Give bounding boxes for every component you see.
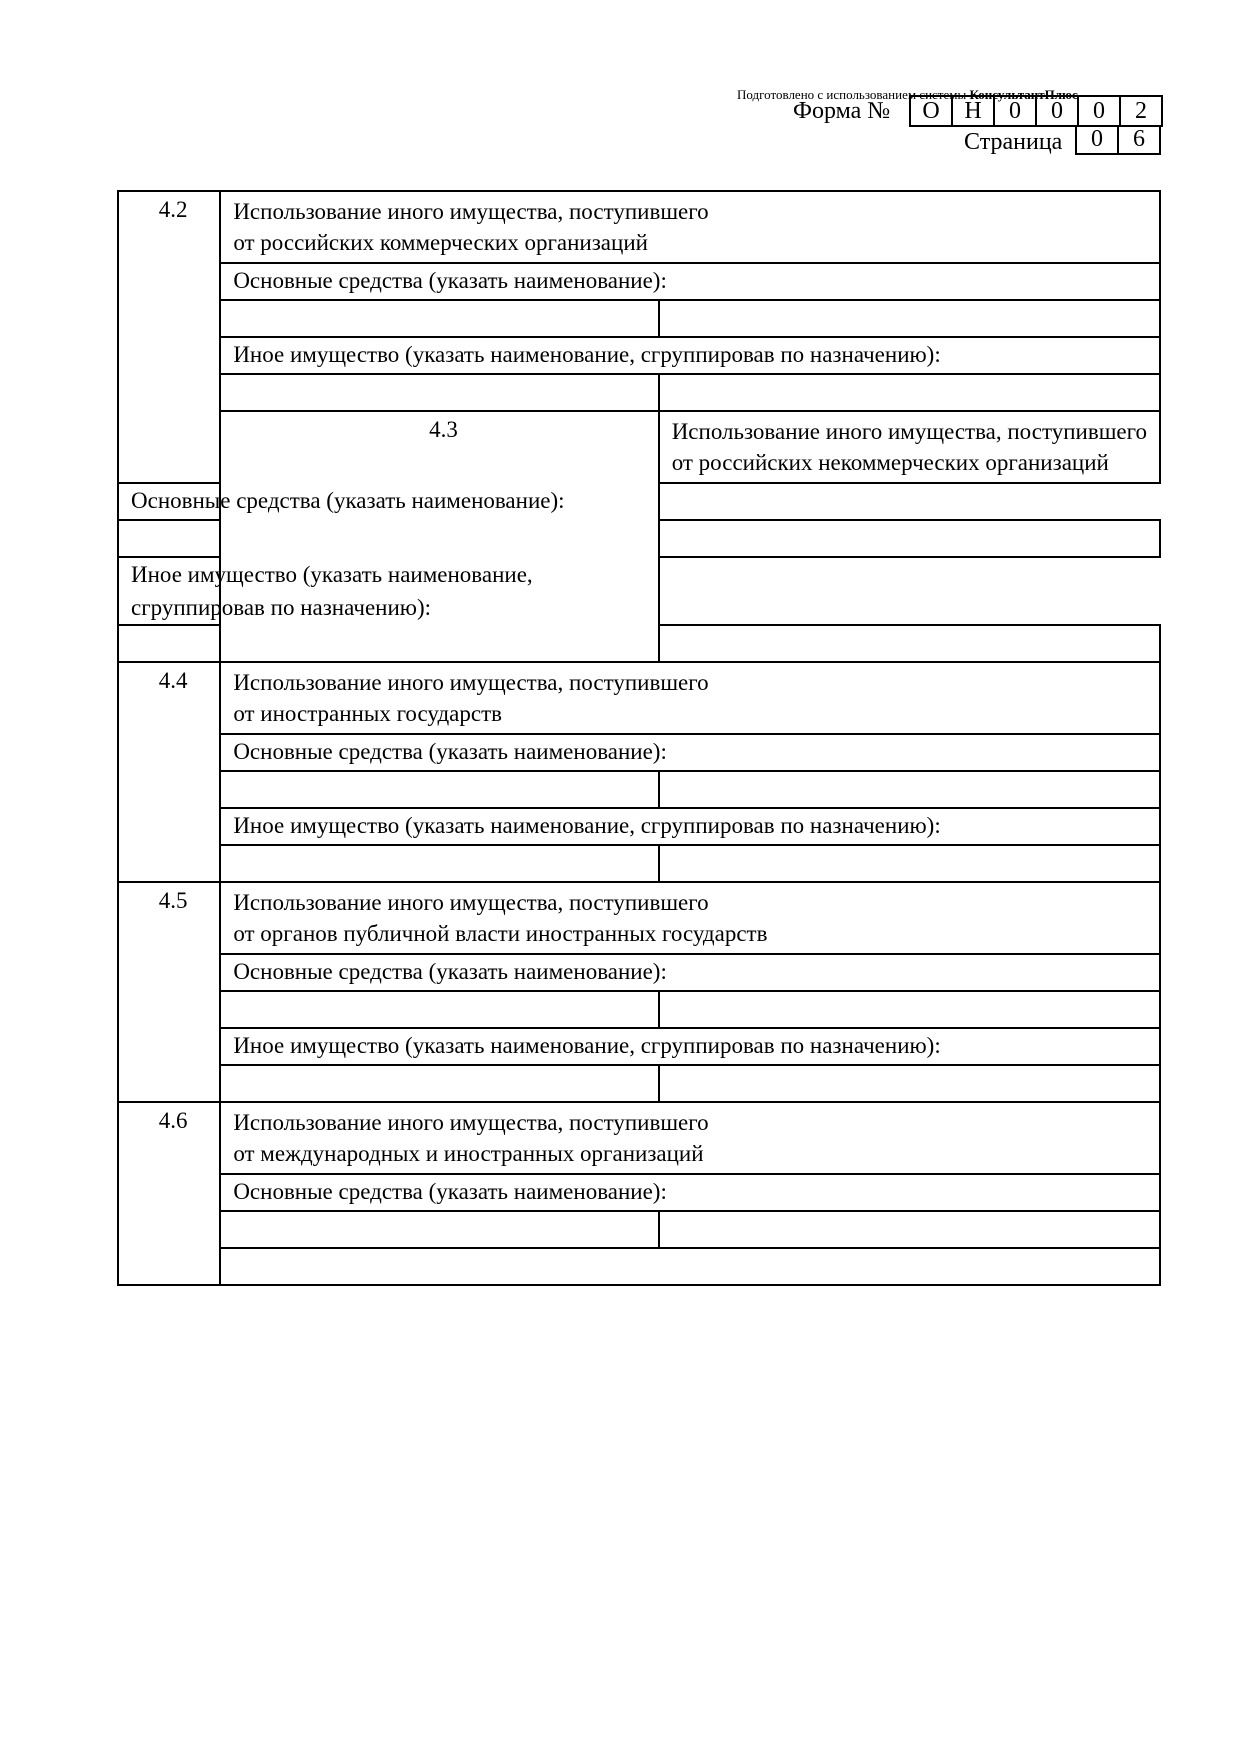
fixed-assets-label: Основные средства (указать наименование): (118, 483, 659, 520)
page-number-cell: 6 (1119, 125, 1161, 155)
fixed-assets-extra-field[interactable] (220, 1248, 1160, 1285)
section-title-line1: Использование иного имущества, поступившего (233, 670, 709, 695)
fixed-assets-value-field[interactable] (659, 1211, 1160, 1248)
section-title-line1: Использование иного имущества, поступившего (671, 419, 1147, 444)
section-number: 4.3 (220, 411, 658, 662)
fixed-assets-label: Основные средства (указать наименование): (220, 734, 1160, 771)
form-number-cell: 0 (1037, 97, 1079, 127)
page-number-cells (1075, 125, 1161, 155)
fixed-assets-label: Основные средства (указать наименование): (220, 1174, 1160, 1211)
section-title-line1: Использование иного имущества, поступившего (233, 199, 709, 224)
section-number: 4.6 (118, 1102, 220, 1285)
form-number-cells (909, 95, 1163, 127)
other-property-value-field[interactable] (659, 374, 1160, 411)
form-number-label: Форма № (793, 98, 891, 124)
other-property-label: Иное имущество (указать наименование, сгруппировав по назначению): (118, 557, 659, 625)
section-number: 4.2 (118, 191, 220, 483)
section-title-line2: от российских некоммерческих организаций (671, 450, 1109, 475)
form-number-cell: О (911, 97, 953, 127)
other-property-name-field[interactable] (220, 1065, 658, 1102)
section-title-line2: от иностранных государств (233, 701, 502, 726)
form-number-cell: Н (953, 97, 995, 127)
other-property-label: Иное имущество (указать наименование, сгруппировав по назначению): (220, 1028, 1160, 1065)
section-title (220, 191, 1160, 263)
section-title-row (118, 1102, 1160, 1174)
fixed-assets-label: Основные средства (указать наименование): (220, 954, 1160, 991)
fixed-assets-name-field[interactable] (220, 771, 658, 808)
section-title-line1: Использование иного имущества, поступившего (233, 1110, 709, 1135)
section-title (220, 882, 1160, 954)
section-title-row (118, 662, 1160, 734)
section-title-line2: от органов публичной власти иностранных государств (233, 921, 768, 946)
other-property-value-field[interactable] (659, 845, 1160, 882)
fixed-assets-value-field[interactable] (659, 991, 1160, 1028)
section-title (220, 662, 1160, 734)
section-number: 4.4 (118, 662, 220, 882)
section-title-line1: Использование иного имущества, поступившего (233, 890, 709, 915)
fixed-assets-value-field[interactable] (659, 520, 1160, 557)
watermark-brand: КонсультантПлюс (969, 87, 1078, 102)
other-property-name-field[interactable] (118, 625, 220, 662)
section-title (220, 1102, 1160, 1174)
property-usage-table (117, 190, 1161, 1286)
fixed-assets-name-field[interactable] (118, 520, 220, 557)
fixed-assets-label: Основные средства (указать наименование): (220, 263, 1160, 300)
fixed-assets-name-field[interactable] (220, 300, 658, 337)
form-number-cell: 0 (995, 97, 1037, 127)
section-title-line2: от российских коммерческих организаций (233, 230, 648, 255)
other-property-name-field[interactable] (220, 845, 658, 882)
fixed-assets-name-field[interactable] (220, 1211, 658, 1248)
section-title-line2: от международных и иностранных организаций (233, 1141, 704, 1166)
section-title-row (118, 411, 1160, 483)
fixed-assets-value-field[interactable] (659, 771, 1160, 808)
fixed-assets-value-field[interactable] (659, 300, 1160, 337)
form-number-cell: 0 (1079, 97, 1121, 127)
other-property-label: Иное имущество (указать наименование, сгруппировав по назначению): (220, 808, 1160, 845)
section-title-row (118, 191, 1160, 263)
page-number-cell: 0 (1077, 125, 1119, 155)
other-property-name-field[interactable] (220, 374, 658, 411)
other-property-label: Иное имущество (указать наименование, сгруппировав по назначению): (220, 337, 1160, 374)
section-number: 4.5 (118, 882, 220, 1102)
section-title-row (118, 882, 1160, 954)
fixed-assets-name-field[interactable] (220, 991, 658, 1028)
watermark-prefix: Подготовлено с использованием системы (737, 87, 970, 102)
section-title (659, 411, 1160, 483)
page-number-label: Страница (964, 129, 1063, 155)
other-property-value-field[interactable] (659, 1065, 1160, 1102)
other-property-value-field[interactable] (659, 625, 1160, 662)
form-number-cell: 2 (1121, 97, 1163, 127)
